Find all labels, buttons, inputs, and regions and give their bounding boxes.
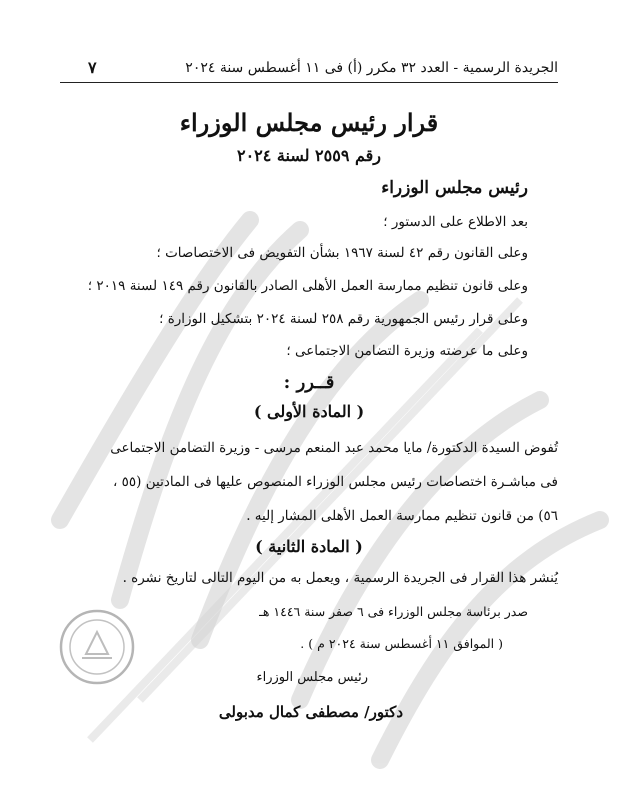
preamble-line: وعلى قانون تنظيم ممارسة العمل الأهلى الصادر بالقانون رقم ١٤٩ لسنة ٢٠١٩ ؛ xyxy=(87,278,528,294)
signatory-title: رئيس مجلس الوزراء xyxy=(256,670,368,685)
corresponding-date: ( الموافق ١١ أغسطس سنة ٢٠٢٤ م ) . xyxy=(300,636,503,651)
article-1-line: تُفوض السيدة الدكتورة/ مايا محمد عبد المنعم مرسى - وزيرة التضامن الاجتماعى xyxy=(110,440,558,456)
preamble-line: وعلى ما عرضته وزيرة التضامن الاجتماعى ؛ xyxy=(286,343,528,359)
decree-title: قرار رئيس مجلس الوزراء xyxy=(179,108,439,137)
article-1-heading: ( المادة الأولى ) xyxy=(253,402,365,421)
gazette-header-title: الجريدة الرسمية - العدد ٣٢ مكرر (أ) فى ١١ أغسطس سنة ٢٠٢٤ xyxy=(185,60,558,76)
preamble-line: وعلى قرار رئيس الجمهورية رقم ٢٥٨ لسنة ٢٠٢٤ بتشكيل الوزارة ؛ xyxy=(159,311,528,327)
page-number: ٧ xyxy=(88,58,97,77)
decree-issuer: رئيس مجلس الوزراء xyxy=(381,178,528,198)
preamble-line: بعد الاطلاع على الدستور ؛ xyxy=(383,214,528,230)
page-header xyxy=(60,58,558,83)
article-1-line: ٥٦) من قانون تنظيم ممارسة العمل الأهلى المشار إليه . xyxy=(246,508,558,524)
article-2-line: يُنشر هذا القرار فى الجريدة الرسمية ، ويعمل به من اليوم التالى لتاريخ نشره . xyxy=(122,570,558,586)
article-2-heading: ( المادة الثانية ) xyxy=(255,537,363,556)
issued-date: صدر برئاسة مجلس الوزراء فى ٦ صفر سنة ١٤٤٦ هـ xyxy=(259,604,528,619)
decreed-label: قــرر : xyxy=(283,372,335,393)
preamble-line: وعلى القانون رقم ٤٢ لسنة ١٩٦٧ بشأن التفويض فى الاختصاصات ؛ xyxy=(156,245,528,261)
decree-number: رقم ٢٥٥٩ لسنة ٢٠٢٤ xyxy=(236,146,382,165)
official-seal-icon xyxy=(58,608,136,686)
signatory-name: دكتور/ مصطفى كمال مدبولى xyxy=(218,703,403,721)
article-1-line: فى مباشـرة اختصاصات رئيس مجلس الوزراء المنصوص عليها فى المادتين (٥٥ ، xyxy=(113,474,558,490)
